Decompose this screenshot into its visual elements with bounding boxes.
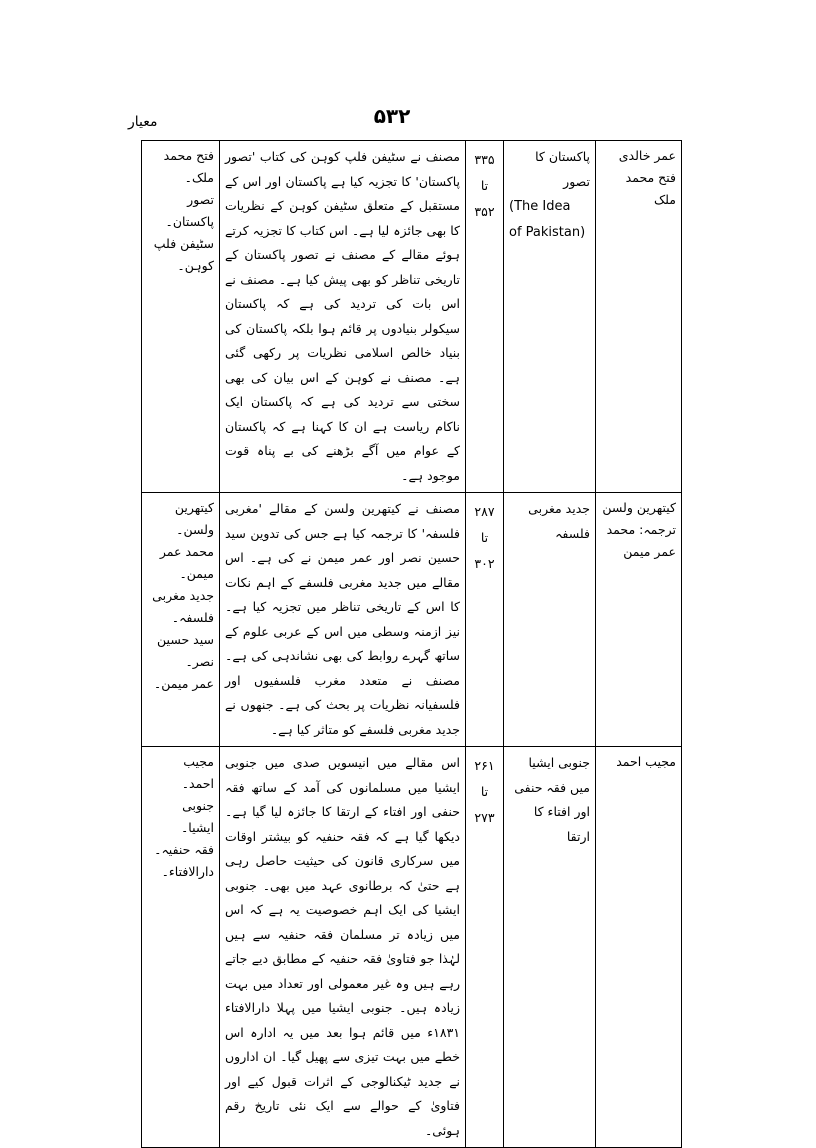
title-cell: [504, 493, 596, 747]
page-number: ۵۳۲: [373, 104, 411, 128]
page-separator: تا: [480, 784, 489, 799]
pages-cell: [466, 141, 504, 493]
author-cell: [596, 747, 682, 1148]
article-index-table: [141, 140, 682, 1148]
keyword: سٹیفن فلپ: [153, 236, 214, 251]
running-head: معیار: [128, 114, 158, 130]
keyword: جنوبی ایشیا۔: [180, 798, 214, 835]
page-start: ۲۸۷: [474, 504, 495, 519]
keyword: کیتھرین ولسن۔: [174, 500, 214, 537]
pages-cell: [466, 747, 504, 1148]
title-english: of Pakistan): [509, 225, 586, 240]
keyword: سید حسین نصر۔: [157, 632, 214, 669]
keywords-cell: [142, 493, 220, 747]
keyword: کوہن۔: [177, 258, 214, 273]
title-urdu: جدید مغربی فلسفہ: [528, 501, 590, 541]
page-end: ۳۰۲: [474, 556, 495, 571]
table-row: [142, 141, 682, 493]
keyword: فتح محمد ملک۔: [163, 148, 214, 185]
page-separator: تا: [480, 530, 489, 545]
author-name: فتح محمد ملک: [625, 170, 676, 207]
keyword: عمر میمن۔: [153, 676, 214, 691]
author-cell: [596, 141, 682, 493]
page-end: ۳۵۲: [474, 204, 495, 219]
title-urdu: جنوبی ایشیا میں فقہ حنفی اور افتاء کا ارتقا: [514, 755, 590, 844]
abstract-cell: مصنف نے سٹیفن فلپ کوہن کی کتاب 'تصور پاکستان' کا تجزیہ کیا ہے پاکستان اور اس کے مستقبل کے متعلق سٹیفن کوہن کے نظریات کا بھی جائزہ لیا ہے۔ اس کتاب کا تجزیہ کرتے ہوئے مقالے کے مصنف نے تصور پاکستان کے تاریخی تناظر کو بھی پیش کیا ہے۔ مصنف نے اس بات کی تردید کی ہے کہ پاکستان سیکولر بنیادوں پر قائم ہوا بلکہ پاکستان کی بنیاد خالص اسلامی نظریات پر رکھی گئی ہے۔ مصنف نے کوہن کے اس بیان کی بھی سختی سے تردید کی ہے کہ پاکستان ایک ناکام ریاست ہے ان کا کہنا ہے کہ پاکستان کے عوام میں آگے بڑھنے کی بے پناہ قوت موجود ہے۔: [220, 141, 466, 493]
page-end: ۲۷۳: [474, 810, 495, 825]
keyword: تصور پاکستان۔: [165, 192, 214, 229]
title-cell: [504, 141, 596, 493]
keyword: جدید مغربی فلسفہ۔: [152, 588, 214, 625]
title-cell: [504, 747, 596, 1148]
keyword: فقہ حنفیہ۔: [154, 842, 214, 857]
keywords-cell: [142, 141, 220, 493]
page-separator: تا: [480, 178, 489, 193]
keyword: مجیب احمد۔: [181, 754, 214, 791]
abstract-cell: اس مقالے میں انیسویں صدی میں جنوبی ایشیا میں مسلمانوں کی آمد کے ساتھ فقہ حنفی اور افتاء کے ارتقا کا جائزہ لیا گیا ہے۔ دیکھا گیا ہے کہ فقہ حنفیہ کو بیشتر اوقات میں سرکاری قانون کی حیثیت حاصل رہی ہے حتیٰ کہ برطانوی عہد میں بھی۔ جنوبی ایشیا کی ایک اہم خصوصیت یہ ہے کہ اس میں زیادہ تر مسلمان فقہ حنفیہ سے ہیں لہٰذا جو فتاویٰ فقہ حنفیہ کے مطابق دیے جاتے رہے ہیں وہ غیر معمولی اور تعداد میں بہت زیادہ ہیں۔ جنوبی ایشیا میں پہلا دارالافتاء ۱۸۳۱ء میں قائم ہوا بعد میں یہ ادارہ اس خطے میں بہت تیزی سے پھیل گیا۔ ان اداروں نے جدید ٹیکنالوجی کے اثرات قبول کیے اور فتاویٰ کے حوالے سے ایک نئی تاریخ رقم ہوئی۔: [220, 747, 466, 1148]
pages-cell: [466, 493, 504, 747]
author-name: مجیب احمد: [616, 754, 676, 769]
table-row: [142, 747, 682, 1148]
keyword: دارالافتاء۔: [161, 864, 214, 879]
abstract-cell: مصنف نے کیتھرین ولسن کے مقالے 'مغربی فلسفہ' کا ترجمہ کیا ہے جس کی تدوین سید حسین نصر اور عمر میمن نے کی ہے۔ اس مقالے میں جدید مغربی فلسفے کے اہم نکات کا اس کے تاریخی تناظر میں تجزیہ کیا ہے۔ نیز ازمنہ وسطی میں اس کے عربی علوم کے ساتھ گہرے روابط کی بھی نشاندہی کی ہے۔ مصنف نے متعدد مغرب فلسفیوں اور فلسفیانہ نظریات پر بحث کی ہے۔ جنھوں نے جدید مغربی فلسفے کو متاثر کیا ہے۔: [220, 493, 466, 747]
author-cell: [596, 493, 682, 747]
translator-name: ترجمہ: محمد عمر میمن: [606, 522, 676, 559]
page-start: ۳۳۵: [474, 152, 495, 167]
title-urdu: پاکستان کا تصور: [535, 149, 590, 189]
table-row: [142, 493, 682, 747]
author-name: کیتھرین ولسن: [602, 500, 676, 515]
author-name: عمر خالدی: [618, 148, 676, 163]
keyword: محمد عمر میمن۔: [159, 544, 214, 581]
keywords-cell: [142, 747, 220, 1148]
title-english: (The Idea: [509, 199, 571, 214]
page-start: ۲۶۱: [474, 758, 495, 773]
